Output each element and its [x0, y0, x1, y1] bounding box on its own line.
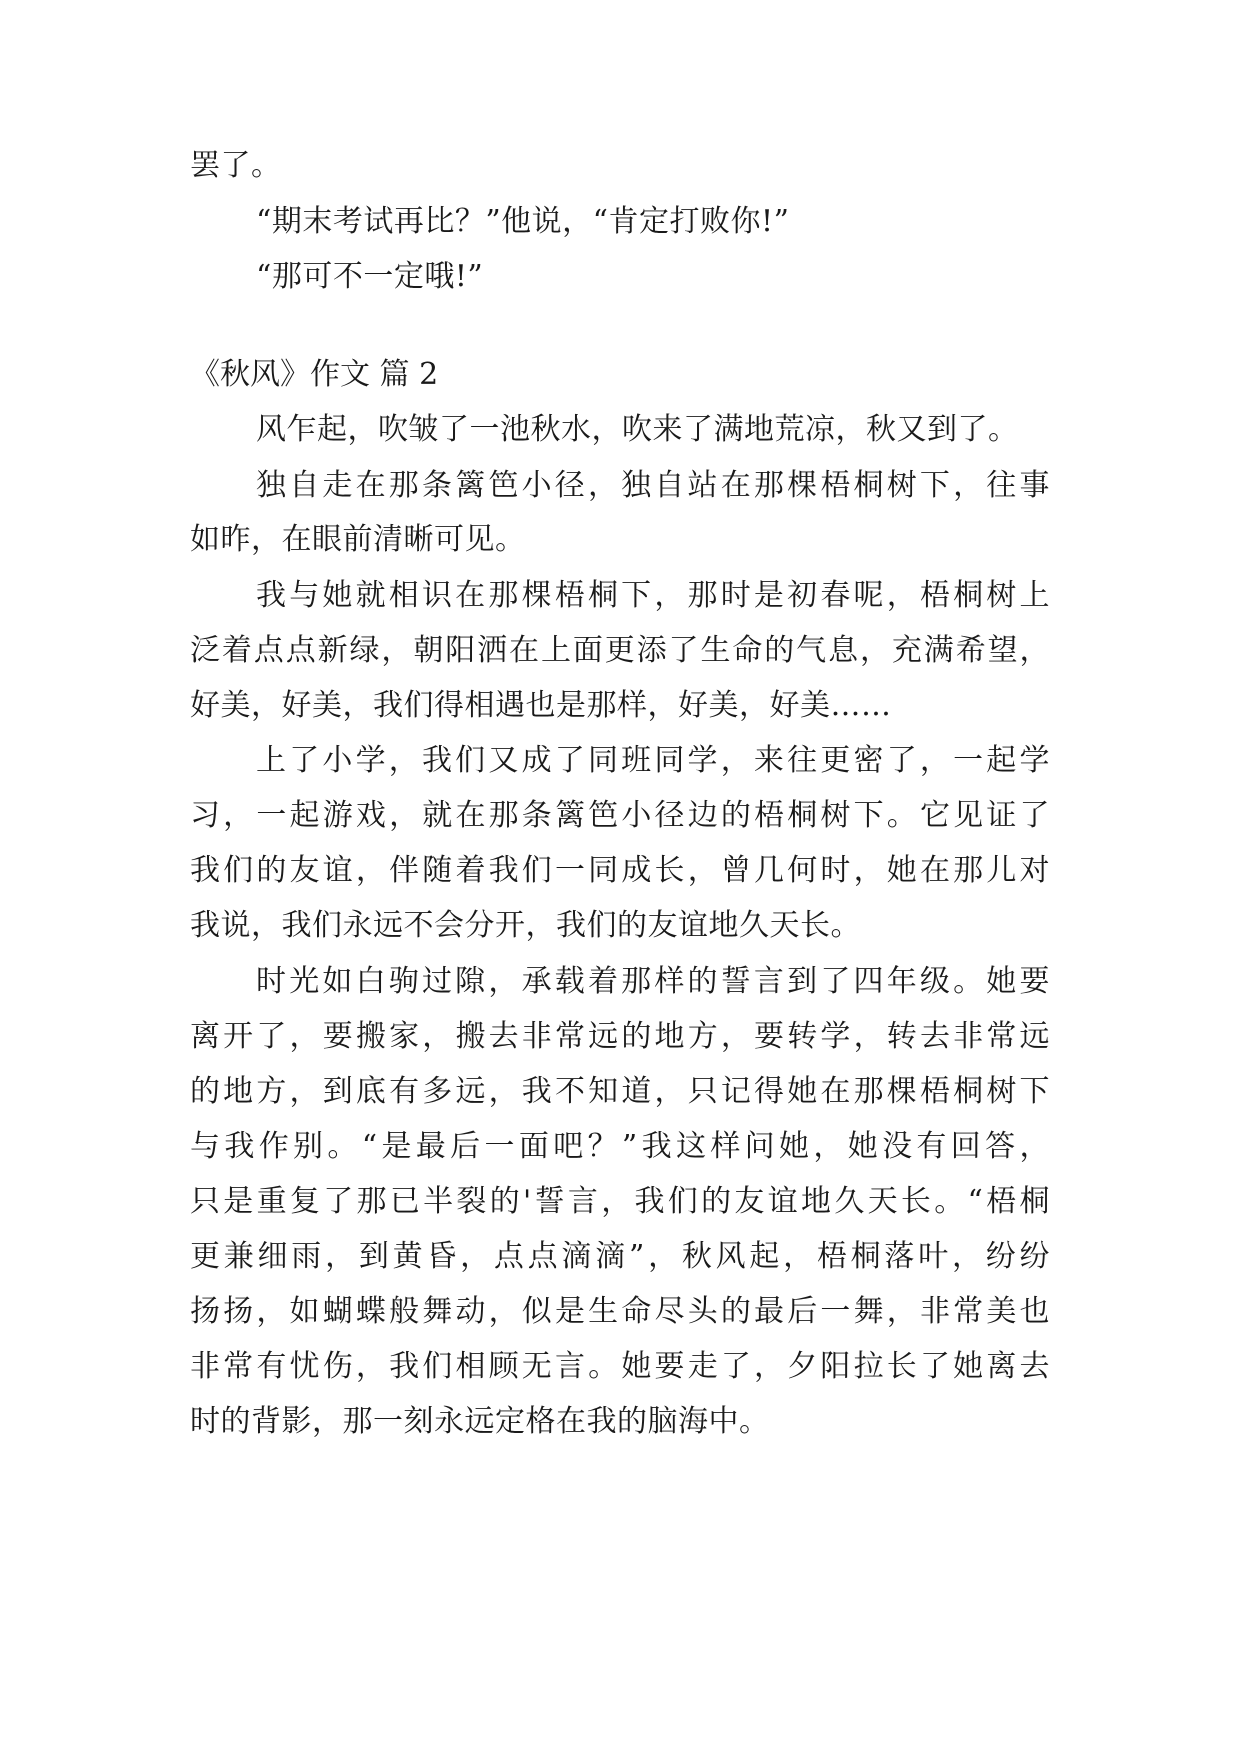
paragraph-line: 风乍起，吹皱了一池秋水，吹来了满地荒凉，秋又到了。 [256, 412, 1019, 447]
paragraph-line: “那可不一定哦!” [256, 259, 484, 294]
paragraph-line: 只是重复了那已半裂的'誓言，我们的友谊地久天长。“梧桐 [190, 1184, 1050, 1219]
paragraph-line: 时光如白驹过隙，承载着那样的誓言到了四年级。她要 [256, 964, 1050, 999]
paragraph-line: 扬扬，如蝴蝶般舞动，似是生命尽头的最后一舞，非常美也 [190, 1294, 1050, 1329]
paragraph-line: 上了小学，我们又成了同班同学，来往更密了，一起学 [256, 743, 1050, 778]
paragraph-line: 我们的友谊，伴随着我们一同成长，曾几何时，她在那儿对 [190, 853, 1050, 888]
paragraph-line: 离开了，要搬家，搬去非常远的地方，要转学，转去非常远 [190, 1019, 1050, 1054]
paragraph-line: 我与她就相识在那棵梧桐下，那时是初春呢，梧桐树上 [256, 578, 1050, 613]
paragraph-line: 好美，好美，我们得相遇也是那样，好美，好美…… [190, 688, 892, 723]
essay-heading: 《秋风》作文 篇 2 [190, 357, 439, 392]
paragraph-line: 的地方，到底有多远，我不知道，只记得她在那棵梧桐树下 [190, 1074, 1050, 1109]
paragraph-line: 泛着点点新绿，朝阳洒在上面更添了生命的气息，充满希望， [190, 633, 1050, 668]
paragraph-line: 与我作别。“是最后一面吧？”我这样问她，她没有回答， [190, 1129, 1050, 1164]
paragraph-line: 独自走在那条篱笆小径，独自站在那棵梧桐树下，往事 [256, 468, 1050, 503]
paragraph-line: 习，一起游戏，就在那条篱笆小径边的梧桐树下。它见证了 [190, 798, 1050, 833]
paragraph-line: 更兼细雨，到黄昏，点点滴滴”，秋风起，梧桐落叶，纷纷 [190, 1239, 1050, 1274]
paragraph-line: 罢了。 [190, 148, 282, 183]
paragraph-line: “期末考试再比？”他说，“肯定打败你!” [256, 204, 790, 239]
paragraph-line: 如昨，在眼前清晰可见。 [190, 522, 526, 557]
paragraph-line: 非常有忧伤，我们相顾无言。她要走了，夕阳拉长了她离去 [190, 1349, 1050, 1384]
paragraph-line: 时的背影，那一刻永远定格在我的脑海中。 [190, 1404, 770, 1439]
paragraph-line: 我说，我们永远不会分开，我们的友谊地久天长。 [190, 908, 861, 943]
